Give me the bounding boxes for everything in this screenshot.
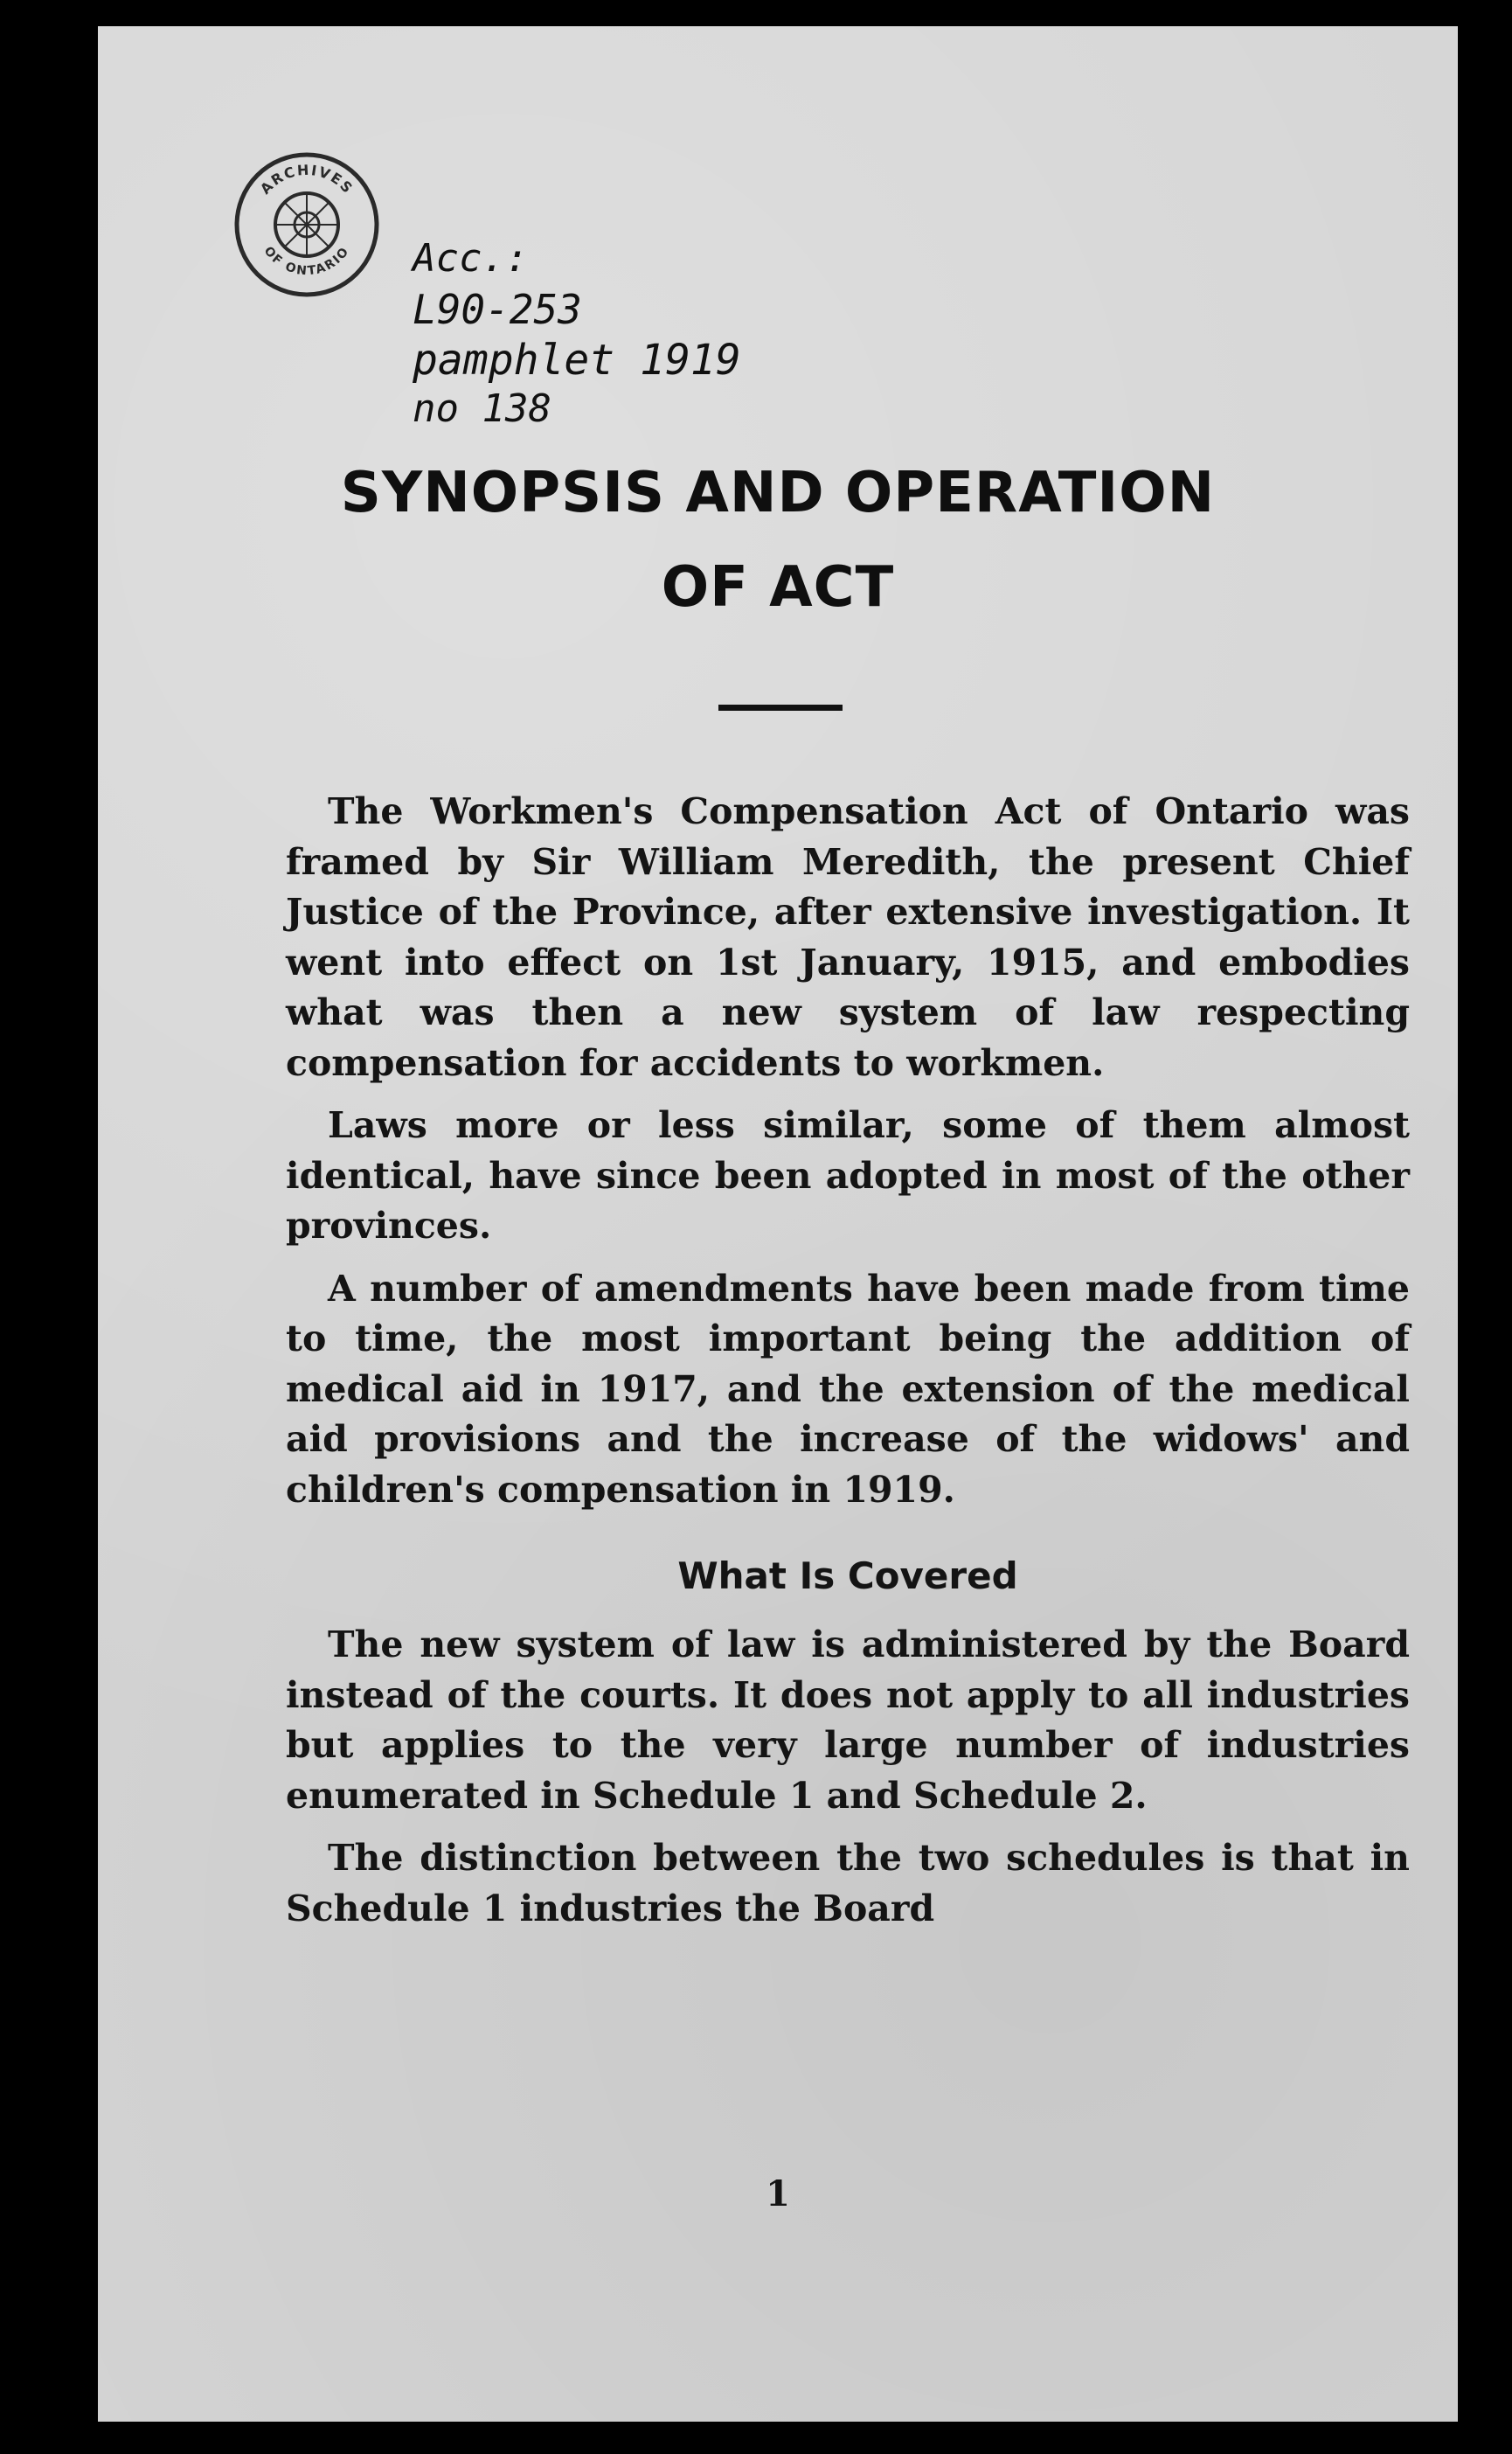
handwritten-line: Acc.: [413,236,529,281]
title-line: SYNOPSIS AND OPERATION [340,461,1216,525]
handwritten-line: L90-253 [413,286,582,333]
paragraph: The Workmen's Compensation Act of Ontario was framed by Sir William Meredith, the present Chief Justice of the Province, after extensive investigation. It went into effect on 1st January, 1915, and embodies what was then a new system of law respecting compensation for accidents to workmen. [286,790,1410,1084]
paragraph: Laws more or less similar, some of them almost identical, have since been adopted in most of the other provinces. [286,1104,1410,1247]
page-number: 1 [766,2173,790,2214]
title-line: OF ACT [661,555,895,620]
handwritten-note [404,227,1016,428]
document-page [98,26,1458,2422]
body-text [286,787,1410,1946]
handwritten-line: no 138 [413,386,551,428]
paragraph: The new system of law is administered by the Board instead of the courts. It does not apply to all industries but applies to the very large number of industries enumerated in Schedule 1 and Schedule 2. [286,1623,1410,1817]
document-title [98,446,1458,635]
archives-stamp [231,149,383,301]
handwritten-line: pamphlet 1919 [413,336,741,385]
stamp-text-bottom: OF ONTARIO [260,244,353,279]
paragraph: A number of amendments have been made from time to time, the most important being the addition of medical aid in 1917, and the extension of the medical aid provisions and the increase of the widows' and children's compensation in 1919. [286,1267,1410,1511]
paragraph: The distinction between the two schedules is that in Schedule 1 industries the Board [286,1837,1410,1929]
title-divider [718,705,843,711]
stamp-text-top: ARCHIVES [256,161,357,198]
section-heading: What Is Covered [677,1554,1018,1597]
